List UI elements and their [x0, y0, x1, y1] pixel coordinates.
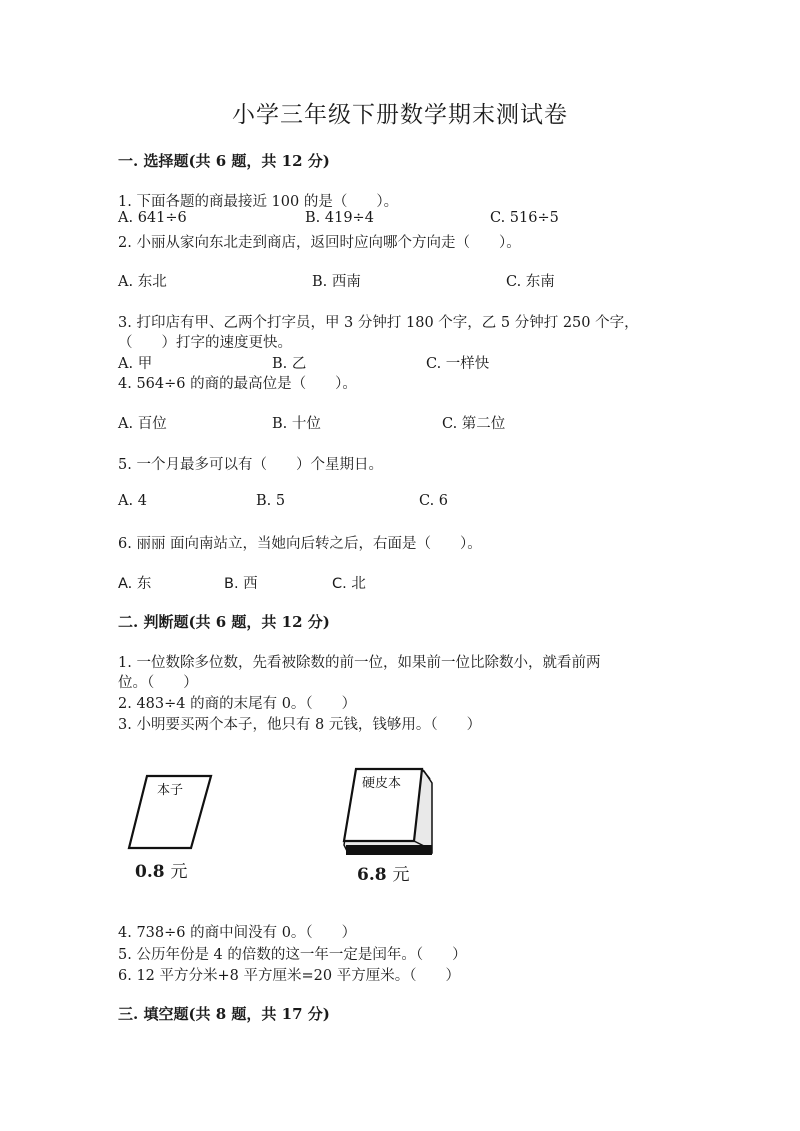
notebook-illustration: [125, 772, 220, 852]
hardcover-price-value: 6.8: [357, 865, 387, 885]
option-c: C. 一样快: [426, 356, 490, 372]
choice-question-4: 4. 564÷6 的商的最高位是（ ）。: [118, 376, 357, 392]
option-b: B. 西南: [312, 274, 361, 290]
section-heading-choice: 一. 选择题(共 6 题，共 12 分): [118, 152, 330, 170]
option-b: B. 乙: [272, 356, 307, 372]
option-b: B. 5: [256, 493, 286, 509]
notebook-label: 本子: [157, 783, 184, 798]
hardcover-price: [357, 860, 410, 885]
judge-question-4: 4. 738÷6 的商中间没有 0。（ ）: [118, 925, 357, 941]
judge-question-6: 6. 12 平方分米+8 平方厘米=20 平方厘米。（ ）: [118, 968, 460, 984]
judge-question-1: 1. 一位数除多位数，先看被除数的前一位，如果前一位比除数小，就看前两: [118, 655, 601, 671]
section-heading-fill-in: 三. 填空题(共 8 题，共 17 分): [118, 1005, 330, 1023]
option-a: A. 东北: [118, 274, 167, 290]
option-a: A. 4: [118, 493, 147, 509]
option-c: C. 北: [332, 576, 366, 592]
choice-question-5: 5. 一个月最多可以有（ ）个星期日。: [118, 457, 383, 473]
hardcover-notebook-illustration: [340, 765, 435, 861]
notebook-price-unit: 元: [170, 862, 188, 882]
option-c: C. 东南: [506, 274, 555, 290]
option-c: C. 516÷5: [490, 210, 559, 226]
notebook-price-value: 0.8: [135, 862, 165, 882]
choice-question-2: 2. 小丽从家向东北走到商店，返回时应向哪个方向走（ ）。: [118, 235, 521, 251]
judge-question-3: 3. 小明要买两个本子，他只有 8 元钱，钱够用。（ ）: [118, 717, 482, 733]
judge-question-5: 5. 公历年份是 4 的倍数的这一年一定是闰年。（ ）: [118, 947, 467, 963]
choice-question-3: 3. 打印店有甲、乙两个打字员，甲 3 分钟打 180 个字，乙 5 分钟打 250 个字，: [118, 315, 639, 331]
option-a: A. 东: [118, 576, 152, 592]
judge-question-2: 2. 483÷4 的商的末尾有 0。（ ）: [118, 696, 357, 712]
option-b: B. 西: [224, 576, 258, 592]
page-title: 小学三年级下册数学期末测试卷: [232, 102, 568, 128]
option-a: A. 百位: [118, 416, 167, 432]
option-a: A. 641÷6: [118, 210, 187, 226]
hardcover-label: 硬皮本: [362, 776, 402, 791]
notebook-price: [135, 857, 188, 882]
option-b: B. 十位: [272, 416, 321, 432]
choice-question-3-cont: （ ）打字的速度更快。: [118, 335, 292, 351]
section-heading-judgement: 二. 判断题(共 6 题，共 12 分): [118, 613, 330, 631]
option-c: C. 第二位: [442, 416, 506, 432]
choice-question-6: 6. 丽丽 面向南站立，当她向后转之后，右面是（ ）。: [118, 536, 482, 552]
judge-question-1-cont: 位。（ ）: [118, 675, 198, 691]
choice-question-1: 1. 下面各题的商最接近 100 的是（ ）。: [118, 194, 399, 210]
option-b: B. 419÷4: [305, 210, 374, 226]
hardcover-price-unit: 元: [392, 865, 410, 885]
option-c: C. 6: [419, 493, 449, 509]
option-a: A. 甲: [118, 356, 153, 372]
